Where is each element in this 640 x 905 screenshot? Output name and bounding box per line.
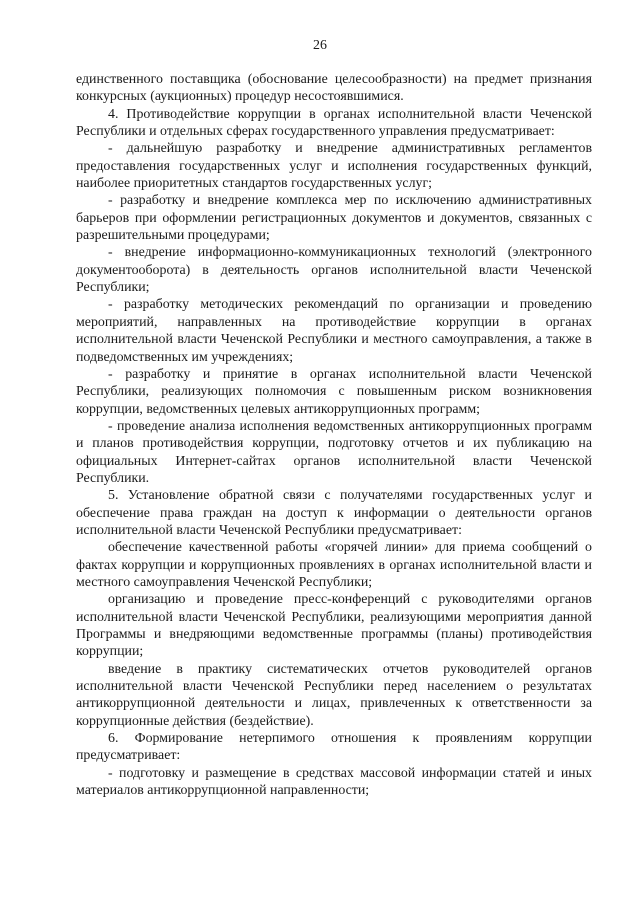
paragraph-press-conferences: организацию и проведение пресс-конференций с руководителями органов исполнительной власти Чеченской Республики, реализующими мероприятия данной Программы и внедряющими ведомственные программы (планы) противодействия коррупции; <box>76 592 592 660</box>
paragraph-ict-implementation: - внедрение информационно-коммуникационных технологий (электронного документооборота) в деятельность органов исполнительной власти Чеченской Республики; <box>76 245 592 296</box>
paragraph-section-4-heading: 4. Противодействие коррупции в органах исполнительной власти Чеченской Республики и отдельных сферах государственного управления предусматривает: <box>76 106 592 140</box>
paragraph-systematic-reports: введение в практику систематических отчетов руководителей органов исполнительной власти Чеченской Республики перед населением о результатах антикоррупционной деятельности и лицах, привлеченных к ответственности за коррупционные действия (бездействие). <box>76 661 592 729</box>
page-number: 26 <box>313 38 327 53</box>
paragraph-methodical-recommendations: - разработку методических рекомендаций по организации и проведению мероприятий, направленных на противодействие коррупции в органах исполнительной власти Чеченской Республики и местного самоуправления, а также в подведомственных им учреждениях; <box>76 297 592 365</box>
paragraph-section-6-heading: 6. Формирование нетерпимого отношения к проявлениям коррупции предусматривает: <box>76 731 592 764</box>
paragraph-procurement-ending: единственного поставщика (обоснование целесообразности) на предмет признания конкурсных (аукционных) процедур несостоявшимися. <box>76 72 592 105</box>
paragraph-media-materials: - подготовку и размещение в средствах массовой информации статей и иных материалов антикоррупционной направленности; <box>76 765 592 799</box>
paragraph-admin-regulations: - дальнейшую разработку и внедрение административных регламентов предоставления государственных услуг и исполнения государственных функций, наиболее приоритетных стандартов государственных услуг; <box>76 141 592 192</box>
document-body <box>76 71 592 799</box>
paragraph-departmental-programs: - разработку и принятие в органах исполнительной власти Чеченской Республики, реализующих полномочия с повышенным риском возникновения коррупции, ведомственных целевых антикоррупционных программ; <box>76 366 592 417</box>
paragraph-section-5-heading: 5. Установление обратной связи с получателями государственных услуг и обеспечение права граждан на доступ к информации о деятельности органов исполнительной власти Чеченской Республики предусматривает: <box>76 488 592 538</box>
paragraph-hotline: обеспечение качественной работы «горячей линии» для приема сообщений о фактах коррупции и коррупционных проявлениях в органах исполнительной власти и местного самоуправления Чеченской Республики; <box>76 540 592 590</box>
paragraph-admin-barriers: - разработку и внедрение комплекса мер по исключению административных барьеров при оформлении регистрационных документов и документов, связанных с разрешительными процедурами; <box>76 193 592 244</box>
paragraph-program-analysis: - проведение анализа исполнения ведомственных антикоррупционных программ и планов противодействия коррупции, подготовку отчетов и их публикацию на официальных Интернет-сайтах органов исполнительной власти Чеченской Республики. <box>76 418 592 486</box>
